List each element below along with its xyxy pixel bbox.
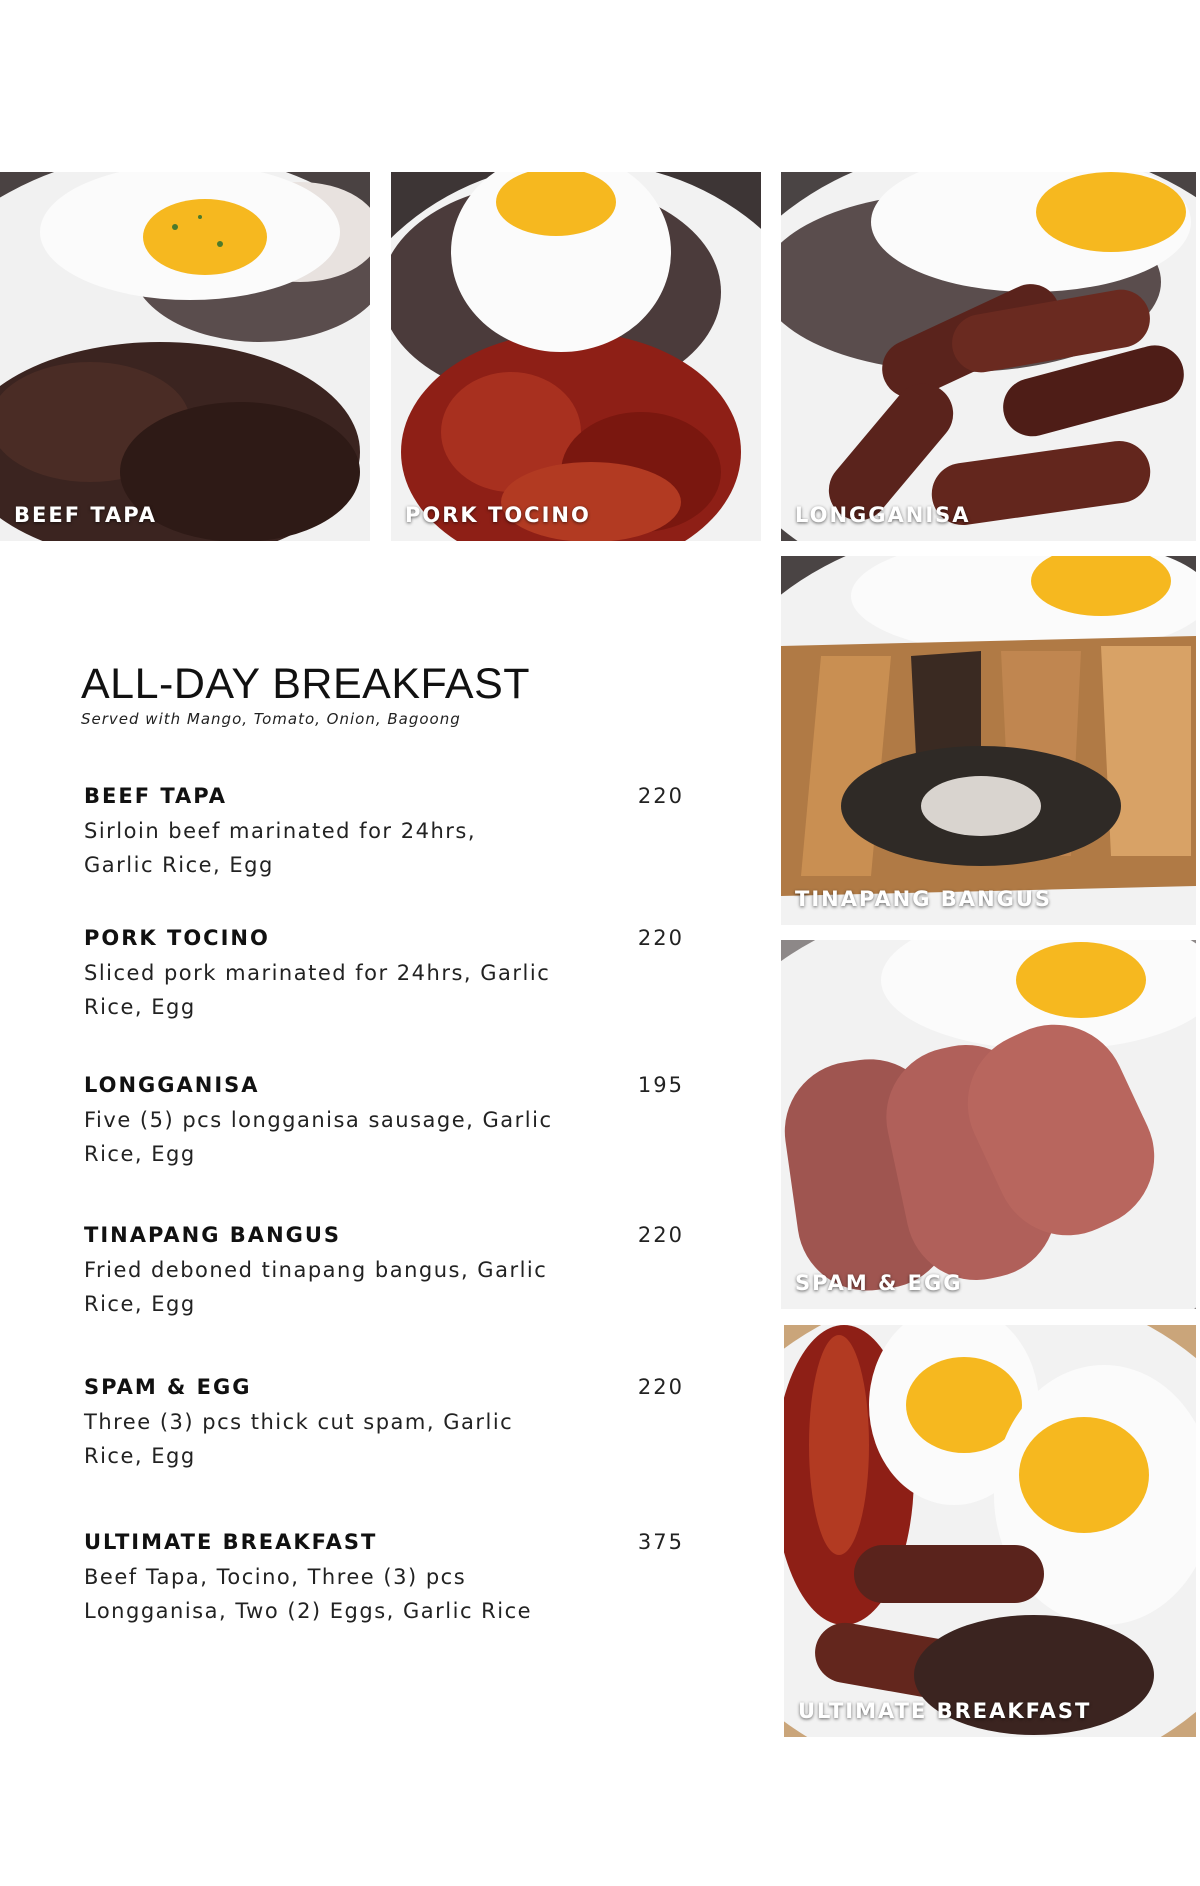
- photo-label: SPAM & EGG: [795, 1271, 963, 1295]
- item-description: Sirloin beef marinated for 24hrs, Garlic Rice, Egg: [84, 819, 477, 877]
- ultimate-breakfast-photo: [784, 1325, 1196, 1737]
- tinapang-bangus-photo: [781, 556, 1196, 925]
- item-price: 220: [637, 926, 684, 950]
- item-name: LONGGANISA: [84, 1073, 260, 1097]
- item-name: SPAM & EGG: [84, 1375, 252, 1399]
- item-name: BEEF TAPA: [84, 784, 228, 808]
- menu-item: [84, 1375, 694, 1473]
- longganisa-photo: [781, 172, 1196, 541]
- menu-title: ALL-DAY BREAKFAST: [81, 660, 531, 708]
- item-description: Five (5) pcs longganisa sausage, Garlic Rice, Egg: [84, 1108, 553, 1166]
- photo-label: TINAPANG BANGUS: [795, 887, 1053, 911]
- item-name: ULTIMATE BREAKFAST: [84, 1530, 378, 1554]
- item-description: Sliced pork marinated for 24hrs, Garlic Rice, Egg: [84, 961, 551, 1019]
- item-price: 195: [637, 1073, 684, 1097]
- beef-tapa-photo: [0, 172, 370, 541]
- item-price: 220: [637, 1223, 684, 1247]
- item-description: Three (3) pcs thick cut spam, Garlic Rice, Egg: [84, 1410, 514, 1468]
- spam-egg-photo: [781, 940, 1196, 1309]
- item-price: 220: [637, 1375, 684, 1399]
- item-description: Beef Tapa, Tocino, Three (3) pcs Longganisa, Two (2) Eggs, Garlic Rice: [84, 1565, 533, 1623]
- photo-label: LONGGANISA: [795, 503, 971, 527]
- photo-label: PORK TOCINO: [405, 503, 591, 527]
- pork-tocino-photo: [391, 172, 761, 541]
- menu-item: [84, 1530, 694, 1628]
- menu-item: [84, 784, 694, 882]
- item-price: 375: [637, 1530, 684, 1554]
- item-price: 220: [637, 784, 684, 808]
- photo-label: ULTIMATE BREAKFAST: [798, 1699, 1092, 1723]
- menu-item: [84, 1223, 694, 1321]
- menu-item: [84, 1073, 694, 1171]
- menu-item: [84, 926, 694, 1024]
- item-name: TINAPANG BANGUS: [84, 1223, 342, 1247]
- item-name: PORK TOCINO: [84, 926, 270, 950]
- menu-subtitle: Served with Mango, Tomato, Onion, Bagoong: [81, 710, 461, 728]
- item-description: Fried deboned tinapang bangus, Garlic Rice, Egg: [84, 1258, 548, 1316]
- photo-label: BEEF TAPA: [14, 503, 158, 527]
